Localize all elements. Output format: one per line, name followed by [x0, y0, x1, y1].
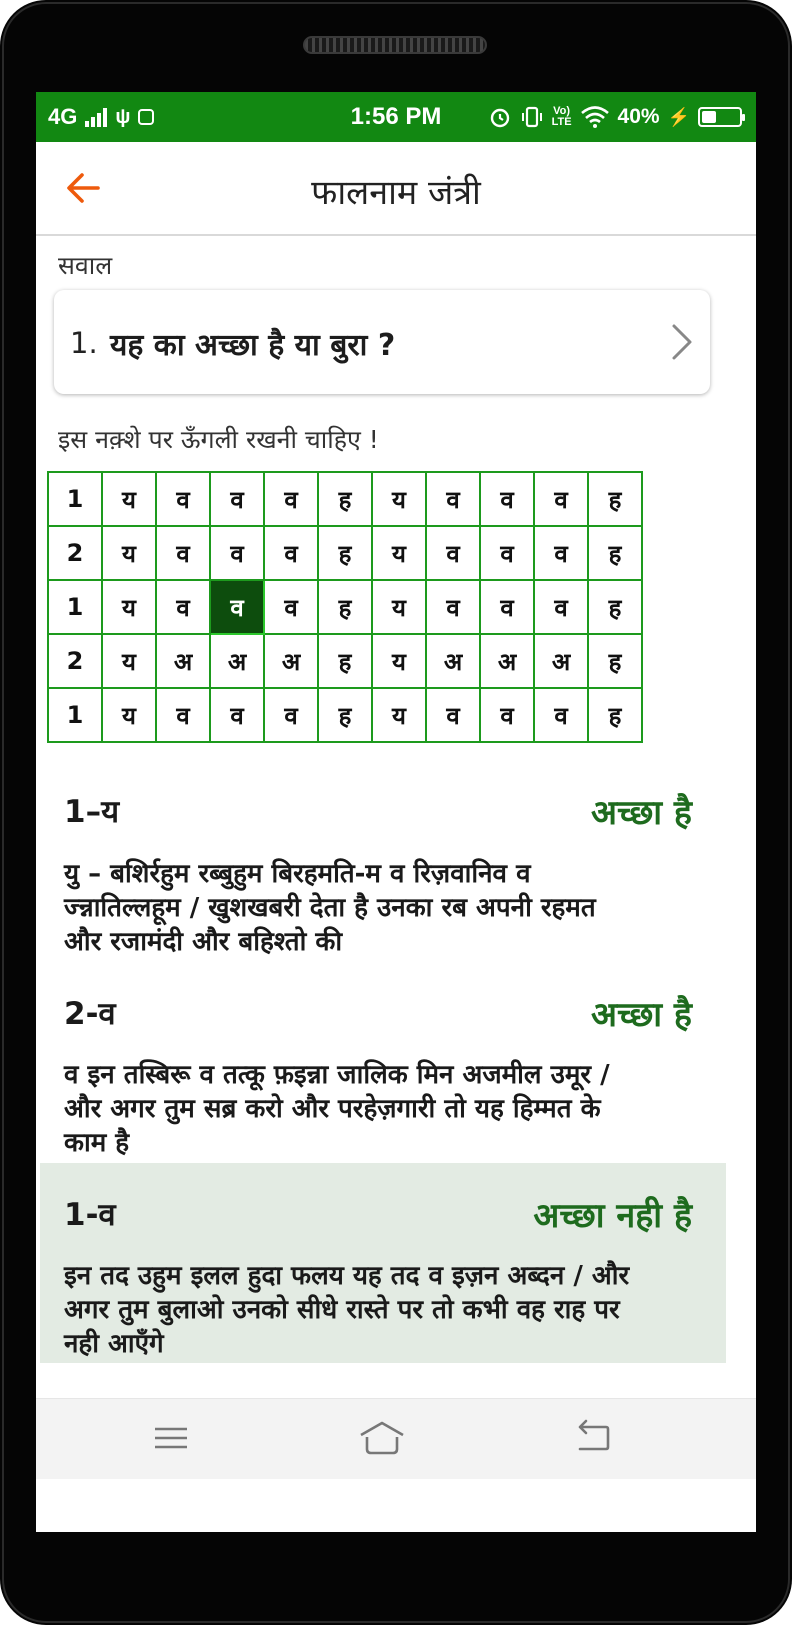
status-right — [488, 92, 742, 142]
menu-icon[interactable] — [146, 1415, 196, 1461]
usb-icon: ψ — [115, 105, 131, 128]
system-nav-bar — [36, 1398, 756, 1479]
question-number: 1. — [70, 326, 98, 360]
grid-cell[interactable]: ह — [318, 526, 372, 580]
grid-cell[interactable]: अ — [264, 634, 318, 688]
volte-icon: Vo) LTE — [551, 105, 572, 128]
grid-cell[interactable]: ह — [318, 472, 372, 526]
entry-desc-line: और अगर तुम सब्र करो और परहेज़गारी तो यह हिम्मत के — [64, 1094, 601, 1124]
falnama-grid — [47, 471, 685, 743]
speaker-grille — [303, 36, 487, 54]
grid-cell[interactable]: ह — [588, 634, 642, 688]
grid-cell[interactable]: ह — [318, 580, 372, 634]
grid-cell[interactable]: व — [480, 526, 534, 580]
network-type: 4G — [48, 104, 78, 129]
grid-row — [48, 526, 642, 580]
result-entry — [40, 984, 726, 1164]
grid-body — [48, 472, 642, 742]
grid-cell[interactable]: य — [372, 472, 426, 526]
app-bar — [36, 142, 756, 236]
grid-cell[interactable]: ह — [588, 526, 642, 580]
grid-cell[interactable]: व — [156, 580, 210, 634]
grid-cell[interactable]: ह — [588, 688, 642, 742]
grid-row-number: 2 — [48, 634, 102, 688]
grid-cell[interactable]: य — [372, 526, 426, 580]
battery-fill — [702, 111, 716, 123]
battery-percent: 40% — [617, 105, 660, 128]
grid-cell[interactable]: व — [426, 688, 480, 742]
grid-cell[interactable]: व — [156, 526, 210, 580]
grid-row — [48, 634, 642, 688]
grid-cell[interactable]: ह — [318, 688, 372, 742]
grid-cell[interactable]: य — [372, 580, 426, 634]
entry-desc-line: काम है — [64, 1128, 130, 1158]
grid-cell[interactable]: ह — [588, 472, 642, 526]
grid-cell[interactable]: व — [210, 688, 264, 742]
grid-cell[interactable]: व — [210, 580, 264, 634]
charging-icon: ⚡ — [667, 106, 690, 127]
question-text: यह का अच्छा है या बुरा ? — [110, 328, 396, 363]
grid-cell[interactable]: व — [534, 526, 588, 580]
wifi-icon — [580, 105, 610, 129]
grid-row — [48, 580, 642, 634]
entry-verdict: अच्छा है — [590, 793, 692, 833]
grid-cell[interactable]: व — [156, 472, 210, 526]
instruction-text: इस नक़्शे पर ऊँगली रखनी चाहिए ! — [58, 425, 379, 454]
chevron-right-icon[interactable] — [670, 322, 694, 362]
question-section-label: सवाल — [58, 251, 113, 280]
entry-desc-line: यु – बशिर्रहुम रब्बुहुम बिरहमति-म व रिज़वानिव व — [64, 859, 531, 889]
grid-cell[interactable]: य — [102, 634, 156, 688]
grid-row-number: 2 — [48, 526, 102, 580]
grid-cell[interactable]: अ — [534, 634, 588, 688]
grid-cell[interactable]: व — [210, 472, 264, 526]
grid-cell[interactable]: व — [426, 472, 480, 526]
grid-cell[interactable]: अ — [210, 634, 264, 688]
entry-key: 1–य — [64, 794, 120, 830]
entry-description — [64, 1259, 704, 1361]
entry-key: 2-व — [64, 996, 116, 1032]
grid-cell[interactable]: ह — [318, 634, 372, 688]
entry-verdict: अच्छा है — [590, 995, 692, 1035]
question-card[interactable] — [54, 290, 710, 394]
grid-cell[interactable]: ह — [588, 580, 642, 634]
status-time: 1:56 PM — [350, 103, 442, 130]
grid-cell[interactable]: व — [264, 526, 318, 580]
grid-cell[interactable]: य — [102, 526, 156, 580]
grid-cell[interactable]: व — [426, 580, 480, 634]
page-title: फालनाम जंत्री — [311, 173, 481, 213]
grid-cell[interactable]: य — [372, 634, 426, 688]
grid-cell[interactable]: व — [480, 472, 534, 526]
grid-cell[interactable]: व — [534, 580, 588, 634]
entry-desc-line: व इन तस्बिरू व तत्कू फ़इन्ना जालिक मिन अजमील उमूर / — [64, 1060, 610, 1090]
grid-cell[interactable]: व — [426, 526, 480, 580]
grid-cell[interactable]: य — [102, 472, 156, 526]
grid-cell[interactable]: य — [102, 688, 156, 742]
grid-cell[interactable]: व — [264, 472, 318, 526]
home-icon[interactable] — [357, 1415, 407, 1461]
entry-verdict: अच्छा नही है — [533, 1196, 692, 1236]
result-entry-selected — [40, 1163, 726, 1363]
entry-desc-line: नही आएँगे — [64, 1329, 164, 1359]
grid-row — [48, 472, 642, 526]
app-screen — [36, 92, 756, 1532]
grid-cell[interactable]: य — [102, 580, 156, 634]
grid-row — [48, 688, 642, 742]
grid-row-number: 1 — [48, 688, 102, 742]
grid-cell[interactable]: व — [534, 472, 588, 526]
entry-description — [64, 1058, 704, 1160]
entry-desc-line: अगर तुम बुलाओ उनको सीधे रास्ते पर तो कभी वह राह पर — [64, 1295, 620, 1325]
entry-description — [64, 857, 704, 959]
grid-cell[interactable]: अ — [426, 634, 480, 688]
grid-row-number: 1 — [48, 580, 102, 634]
status-bar — [36, 92, 756, 142]
entry-desc-line: इन तद उहुम इलल हुदा फलय यह तद व इज़न अब्दन / और — [64, 1261, 630, 1291]
vibrate-icon — [520, 105, 544, 129]
entry-key: 1-व — [64, 1197, 116, 1233]
grid-cell[interactable]: व — [264, 688, 318, 742]
grid-cell[interactable]: व — [264, 580, 318, 634]
result-entry — [40, 782, 726, 972]
grid-cell[interactable]: व — [480, 688, 534, 742]
grid-cell[interactable]: व — [210, 526, 264, 580]
grid-cell[interactable]: व — [534, 688, 588, 742]
back-nav-icon[interactable] — [568, 1415, 618, 1461]
grid-cell[interactable]: अ — [156, 634, 210, 688]
grid-cell[interactable]: व — [156, 688, 210, 742]
grid-cell[interactable]: व — [480, 580, 534, 634]
entry-desc-line: ज्न्नातिल्लहूम / खुशखबरी देता है उनका रब अपनी रहमत — [64, 893, 596, 923]
grid-row-number: 1 — [48, 472, 102, 526]
battery-icon — [698, 107, 742, 127]
entry-desc-line: और रजामंदी और बहिश्तो की — [64, 927, 343, 957]
alarm-icon — [488, 105, 512, 129]
grid-cell[interactable]: य — [372, 688, 426, 742]
grid-cell[interactable]: अ — [480, 634, 534, 688]
